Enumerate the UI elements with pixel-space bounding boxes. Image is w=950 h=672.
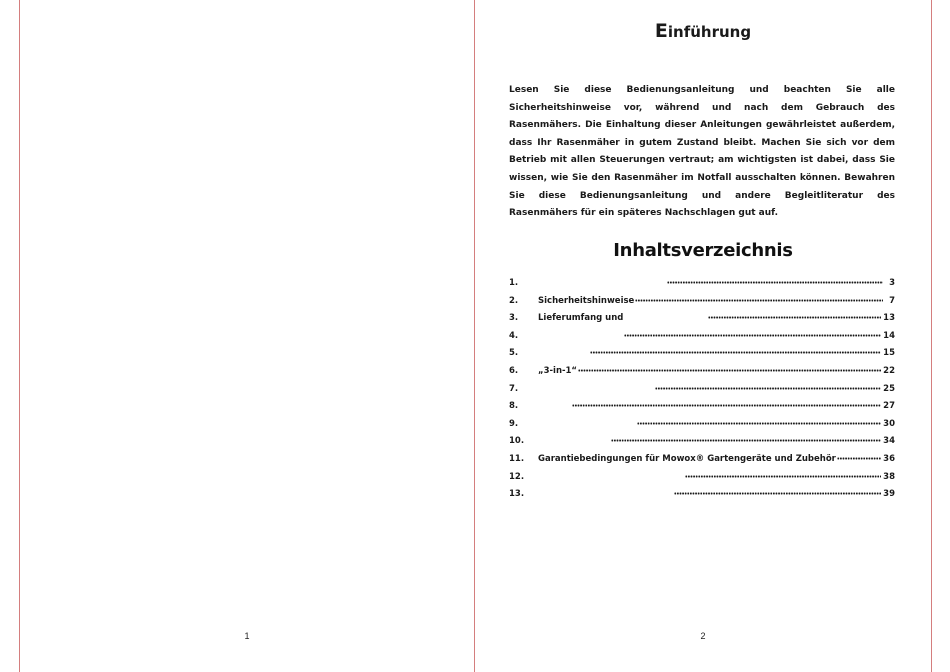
toc-entry-9[interactable] (509, 419, 895, 437)
toc-dot-leader (655, 387, 881, 390)
toc-entry-4[interactable] (509, 331, 895, 349)
toc-entry-13[interactable] (509, 489, 895, 507)
intro-heading-rest: inführung (667, 23, 752, 41)
toc-entry-page: 25 (883, 383, 895, 394)
toc-entry-page: 38 (883, 471, 895, 482)
toc-dot-leader (708, 316, 881, 319)
toc-entry-5[interactable] (509, 348, 895, 366)
intro-heading-initial: E (654, 20, 668, 42)
toc-entry-number: 1. (509, 278, 519, 288)
toc-entry-title: Lieferumfang und (538, 313, 624, 324)
toc-dot-leader (572, 404, 881, 407)
toc-entry-number: 2. (509, 295, 519, 306)
toc-dot-leader (685, 475, 881, 478)
toc-entry-1[interactable] (509, 278, 895, 296)
toc-entry-page: 36 (883, 453, 895, 464)
toc-entry-6[interactable] (509, 366, 895, 384)
intro-paragraph: Lesen Sie diese Bedienungsanleitung und beachten Sie alle Sicherheitshinweise vor, während und nach dem Gebrauch des Rasenmähers. Die Einhaltung dieser Anleitungen gewährleistet außerdem, dass Ihr Rasenmäher in gutem Zustand bleibt. Machen Sie sich vor dem Betrieb mit allen Steuerungen vertraut; am wichtigsten ist dabei, dass Sie wissen, wie Sie den Rasenmäher im Notfall ausschalten können. Bewahren Sie diese Bedienungsanleitung und andere Begleitliteratur des Rasenmähers für ein späteres Nachschlagen gut auf. (509, 85, 895, 219)
toc-entry-number: 3. (509, 313, 519, 324)
toc-entry-10[interactable] (509, 436, 895, 454)
toc-entry-title: Sicherheitshinweise (538, 295, 635, 306)
toc-dot-leader (637, 422, 881, 425)
toc-dot-leader (578, 369, 881, 372)
toc-entry-number: 4. (509, 330, 519, 341)
page-number-right: 2 (700, 631, 706, 641)
toc-entry-page: 34 (883, 436, 895, 447)
toc-entry-number: 8. (509, 401, 519, 412)
toc-entry-title: Garantiebedingungen für Mowox® Gartengeräte und Zubehör (538, 453, 836, 464)
toc-entry-number: 5. (509, 348, 519, 359)
toc-entry-number: 7. (509, 383, 519, 394)
toc-entry-3[interactable] (509, 313, 895, 331)
toc-entry-number: 10. (509, 436, 525, 447)
toc-entry-8[interactable] (509, 401, 895, 419)
intro-heading (475, 20, 931, 42)
toc-entry-12[interactable] (509, 472, 895, 490)
toc-entry-page: 7 (889, 295, 895, 306)
toc-entry-page: 22 (883, 365, 895, 376)
toc-entry-number: 13. (509, 489, 525, 500)
toc-dot-leader (837, 457, 881, 460)
toc-entry-page: 30 (883, 418, 895, 429)
left-page (19, 0, 475, 672)
toc-entry-number: 12. (509, 471, 525, 482)
toc-entry-page: 27 (883, 401, 895, 412)
toc-list (509, 278, 895, 507)
toc-dot-leader (611, 439, 881, 442)
toc-entry-number: 6. (509, 365, 519, 376)
toc-entry-11[interactable] (509, 454, 895, 472)
toc-dot-leader (667, 281, 883, 284)
toc-dot-leader (624, 334, 881, 337)
toc-entry-number: 9. (509, 418, 519, 429)
toc-dot-leader (674, 492, 881, 495)
toc-entry-page: 39 (883, 489, 895, 500)
toc-entry-number: 11. (509, 453, 525, 464)
toc-entry-title: „3-in-1“ (538, 365, 578, 376)
toc-entry-7[interactable] (509, 384, 895, 402)
toc-entry-page: 13 (883, 313, 895, 324)
toc-entry-page: 15 (883, 348, 895, 359)
page-number-left: 1 (244, 631, 250, 641)
toc-entry-page: 14 (883, 330, 895, 341)
toc-dot-leader (590, 351, 881, 354)
toc-heading: Inhaltsverzeichnis (613, 240, 793, 261)
toc-dot-leader (635, 299, 883, 302)
right-page (475, 0, 932, 672)
toc-entry-page: 3 (889, 278, 895, 288)
toc-entry-2[interactable] (509, 296, 895, 314)
